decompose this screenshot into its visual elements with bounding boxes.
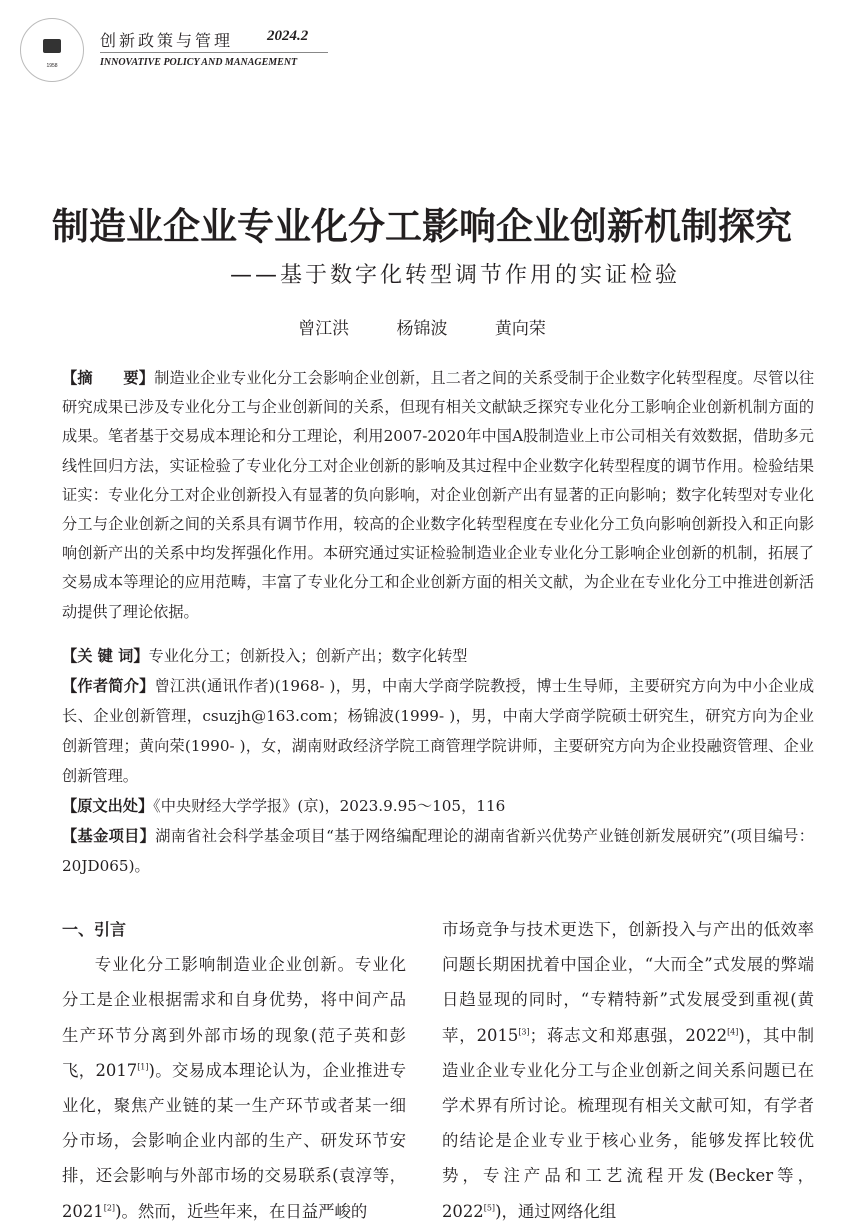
body-text: ；蒋志文和郑惠强，2022 bbox=[529, 1025, 728, 1045]
section-heading: 一、引言 bbox=[62, 920, 127, 939]
keywords bbox=[62, 641, 814, 671]
article-metadata bbox=[62, 641, 814, 881]
journal-issue: 2024.2 bbox=[267, 28, 309, 44]
author-info-label: 【作者简介】 bbox=[62, 677, 155, 695]
author-list bbox=[0, 314, 844, 339]
author-info-text: 曾江洪(通讯作者)(1968- )，男，中南大学商学院教授，博士生导师，主要研究方向为中小企业成长、企业创新管理，csuzjh@163.com；杨锦波(1999- )，男，中南大学商学院硕士研究生，研究方向为企业创新管理；黄向荣(1990- )，女，湖南财政经济学院工商管理学院讲师，主要研究方向为企业投融资管理、企业创新管理。 bbox=[62, 677, 815, 785]
source-text: 《中央财经大学学报》(京)，2023.9.95～105，116 bbox=[153, 797, 506, 815]
fund-label: 【基金项目】 bbox=[62, 827, 156, 845]
body-column-left bbox=[62, 912, 406, 1229]
abstract-label: 【摘 要】 bbox=[62, 369, 155, 387]
logo-book-icon bbox=[43, 39, 61, 53]
source-label: 【原文出处】 bbox=[62, 797, 154, 815]
reference-marker[interactable]: [5] bbox=[483, 1203, 496, 1213]
author-name: 黄向荣 bbox=[494, 319, 546, 339]
abstract-text: 制造业企业专业化分工会影响企业创新，且二者之间的关系受制于企业数字化转型程度。尽管以往研究成果已涉及专业化分工与企业创新间的关系，但现有相关文献缺乏探究专业化分工影响企业创新机制方面的成果。笔者基于交易成本理论和分工理论，利用2007-2020年中国A股制造业上市公司相关有效数据，借助多元线性回归方法，实证检验了专业化分工对企业创新的影响及其过程中企业数字化转型程度的调节作用。检验结果证实：专业化分工对企业创新投入有显著的负向影响，对企业创新产出有显著的正向影响；数字化转型对专业化分工与企业创新之间的关系具有调节作用，较高的企业数字化转型程度在专业化分工负向影响创新投入和正向影响创新产出的关系中均发挥强化作用。本研究通过实证检验制造业企业专业化分工影响企业创新的机制，拓展了交易成本等理论的应用范畴，丰富了专业化分工和企业创新方面的相关文献，为企业在专业化分工中推进创新活动提供了理论依据。 bbox=[62, 369, 815, 621]
body-paragraph bbox=[62, 947, 406, 1229]
body-column-right bbox=[442, 912, 814, 1229]
author-name: 曾江洪 bbox=[298, 319, 350, 339]
body-text: )，通过网络化组 bbox=[495, 1201, 617, 1221]
header-divider bbox=[100, 52, 328, 53]
body-text: )。交易成本理论认为，企业推进专业化，聚焦产业链的某一生产环节或者某一细分市场，会影响企业内部的生产、研发环节安排，还会影响与外部市场的交易联系(袁淳等，2021 bbox=[62, 1060, 406, 1221]
author-info bbox=[62, 671, 814, 791]
abstract bbox=[62, 364, 814, 627]
source bbox=[62, 791, 814, 821]
body-paragraph bbox=[442, 912, 814, 1229]
keywords-text: 专业化分工；创新投入；创新产出；数字化转型 bbox=[148, 647, 468, 665]
fund bbox=[62, 821, 814, 881]
reference-marker[interactable]: [2] bbox=[103, 1203, 116, 1213]
fund-text: 湖南省社会科学基金项目“基于网络编配理论的湖南省新兴优势产业链创新发展研究”(项目编号：20JD065)。 bbox=[62, 827, 814, 875]
body-text: )。然而，近些年来，在日益严峻的 bbox=[115, 1201, 368, 1221]
author-name: 杨锦波 bbox=[396, 319, 448, 339]
body-text: 专业化分工影响制造业企业创新。专业化分工是企业根据需求和自身优势，将中间产品生产环节分离到外部市场的现象(范子英和彭飞，2017 bbox=[62, 955, 406, 1080]
article-title: 制造业企业专业化分工影响企业创新机制探究 bbox=[52, 205, 792, 248]
journal-name: 创新政策与管理 bbox=[100, 31, 234, 50]
article-subtitle: ——基于数字化转型调节作用的实证检验 bbox=[230, 263, 681, 288]
journal-logo-seal bbox=[20, 18, 84, 82]
journal-name-en: INNOVATIVE POLICY AND MANAGEMENT bbox=[100, 57, 298, 68]
body-text: 市场竞争与技术更迭下，创新投入与产出的低效率问题长期困扰着中国企业，“大而全”式发展的弊端日趋显现的同时，“专精特新”式发展受到重视(黄苹，2015 bbox=[442, 920, 814, 1045]
keywords-label: 【关 键 词】 bbox=[62, 647, 149, 665]
body-text: )，其中制造业企业专业化分工与企业创新之间关系问题已在学术界有所讨论。梳理现有相关文献可知，有学者的结论是企业专业于核心业务，能够发挥比较优势，专注产品和工艺流程开发(Becker等，2022 bbox=[442, 1025, 814, 1221]
reference-marker[interactable]: [4] bbox=[727, 1027, 739, 1037]
logo-year: 1958 bbox=[46, 63, 58, 69]
reference-marker[interactable]: [1] bbox=[137, 1062, 149, 1072]
reference-marker[interactable]: [3] bbox=[518, 1027, 530, 1037]
journal-header bbox=[20, 12, 320, 82]
